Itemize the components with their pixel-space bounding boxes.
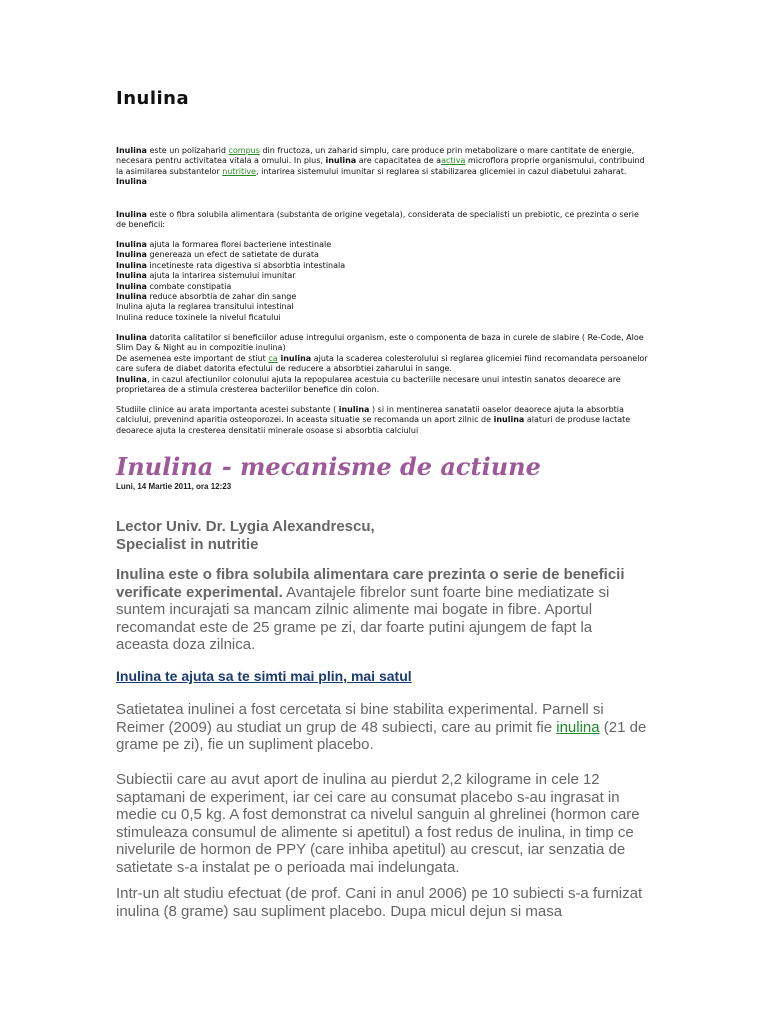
link-compus[interactable]: compus (228, 146, 260, 155)
text: Inulina reduce toxinele la nivelul ficatului (116, 312, 281, 322)
article-paragraph (116, 885, 648, 920)
bones-paragraph (116, 405, 648, 436)
text: din fructoza, un zaharid simplu, care produce prin metabolizare o mare cantitate de energie, necesara pentru activitatea vitala a omului. In plus, (116, 146, 635, 166)
bold-term: inulina (277, 353, 312, 363)
bold-term: Inulina (116, 260, 147, 270)
article-intro (116, 566, 648, 654)
bold-term: Inulina (116, 281, 147, 291)
list-item (116, 302, 648, 312)
author-title: Specialist in nutritie (116, 535, 259, 553)
bold-term: Inulina (116, 271, 147, 281)
link-nutritive[interactable]: nutritive (222, 166, 256, 176)
bold-term: Inulina (116, 250, 147, 260)
text: (21 de grame pe zi), fie un supliment placebo. (116, 718, 647, 753)
text: este o fibra solubila alimentara (substanta de origine vegetala), considerata de specialisti un prebiotic, ce prezinta o serie de beneficii: (116, 210, 639, 230)
text: Satietatea inulinei a fost cercetata si bine stabilita experimental. Parnell si Reimer (2009) au studiat un grup de 48 subiecti, care au primit fie (116, 701, 604, 736)
text: ) si in mentinerea sanatatii oaselor deaorece ajuta la absorbtia calciului, prevenind aparitia osteoporozei. In aceasta situatie se recomanda un aport zilnic de (116, 405, 624, 425)
text: Avantajele fibrelor sunt foarte bine mediatizate si suntem incurajati sa mancam zilnic alimente mai bogate in fibre. Aportul recomandat este de 25 grame pe zi, dar foarte putini ajungem de fapt la aceasta doza zilnica. (116, 583, 610, 653)
text: Studiile clinice au arata importanta acestei substante ( (116, 405, 339, 414)
bold-term: inulina (493, 415, 525, 425)
text: ajuta la formarea florei bacteriene intestinale (146, 240, 332, 249)
article-paragraph (116, 701, 648, 754)
author-name: Lector Univ. Dr. Lygia Alexandrescu, (116, 518, 375, 535)
bold-term: Inulina (116, 292, 147, 302)
text: Inulina ajuta la reglarea transitului intestinal (116, 302, 294, 312)
intro-lead: Inulina este o fibra solubila alimentara care prezinta o serie de beneficii verificate experimental. (116, 566, 625, 601)
slimming-paragraph (116, 333, 648, 395)
text: reduce absorbtia de zahar din sange (146, 292, 297, 302)
bold-term: inulina (338, 405, 370, 414)
bold-term: Inulina (116, 210, 147, 219)
bold-term: Inulina (116, 240, 147, 249)
text: Intr-un alt studiu efectuat (de prof. Cani in anul 2006) pe 10 subiecti s-a furnizat inulina (8 grame) sau supliment placebo. Dupa micul dejun si masa (116, 885, 643, 920)
text: are capacitatea de a (356, 156, 442, 166)
bold-term: Inulina (116, 333, 147, 342)
bold-term: Inulina (116, 177, 147, 187)
list-item (116, 261, 648, 271)
list-item (116, 313, 648, 323)
text: , in cazul afectiunilor colonului ajuta la repopularea acestuia cu bacteriile necesare unui intestin sanatos deoarece are proprietarea de a stimula cresterea bacteriilor benefice din colon. (116, 374, 621, 395)
text: microflora proprie organismului, contribuind la asimilarea substantelor (116, 156, 645, 176)
article-paragraph (116, 771, 648, 876)
intro-paragraph (116, 146, 648, 188)
bold-term: inulina (325, 156, 357, 166)
list-item (116, 282, 648, 292)
text: combate constipatia (146, 281, 232, 291)
section-heading-link[interactable]: Inulina te ajuta sa te simti mai plin, mai satul (116, 668, 412, 684)
text: datorita calitatilor si beneficiilor aduse intregului organism, este o componenta de baza in curele de slabire ( Re-Code, Aloe Slim Day & Night au in compozitie inulina) (116, 333, 644, 353)
page-title: Inulina (116, 88, 190, 109)
article-date: Luni, 14 Martie 2011, ora 12:23 (116, 482, 232, 491)
link-activa[interactable]: activa (441, 156, 466, 166)
prebiotic-paragraph (116, 210, 648, 231)
list-item (116, 271, 648, 281)
article-heading: Inulina - mecanisme de actiune (116, 452, 541, 481)
text: genereaza un efect de satietate de durata (146, 250, 319, 260)
link-inulina[interactable]: inulina (556, 718, 600, 736)
list-item (116, 250, 648, 260)
list-item (116, 240, 648, 250)
bold-term: Inulina (116, 374, 147, 384)
link-ca[interactable]: ca (268, 353, 278, 363)
author-block (116, 518, 648, 553)
text: alaturi de produse lactate deoarece ajuta la cresterea densitatii minerale osoase si absorbtia calciului (116, 415, 631, 435)
text: , intarirea sistemului imunitar si reglarea si stabilizarea glicemiei in cazul diabetului zaharat. (256, 166, 627, 176)
list-item (116, 292, 648, 302)
text: De asemenea este important de stiut (116, 353, 269, 363)
text: este un polizaharid (146, 146, 229, 155)
bold-term: Inulina (116, 146, 147, 155)
text: Subiectii care au avut aport de inulina au pierdut 2,2 kilograme in cele 12 saptamani de experiment, iar cei care au consumat placebo s-au ingrasat in medie cu 0,5 kg. A fost demonstrat ca nivelul sanguin al ghrelinei (hormon care stimuleaza consumul de alimente si apetitul) a fost redus de inulina, in timp ce nivelurile de hormon de PPY (care inhiba apetitul) au crescut, iar senzatia de satietate s-a instalat pe o perioada mai indelungata. (116, 771, 640, 876)
text: ajuta la intarirea sistemului imunitar (146, 271, 296, 281)
benefits-list (116, 240, 648, 323)
text: ajuta la scaderea colesterolului si reglarea glicemiei fiind recomandata persoanelor care sufera de diabet datorita efectului de reducere a absorbtiei zaharului in sange. (116, 353, 648, 374)
text: incetineste rata digestiva si absorbtia intestinala (146, 260, 346, 270)
